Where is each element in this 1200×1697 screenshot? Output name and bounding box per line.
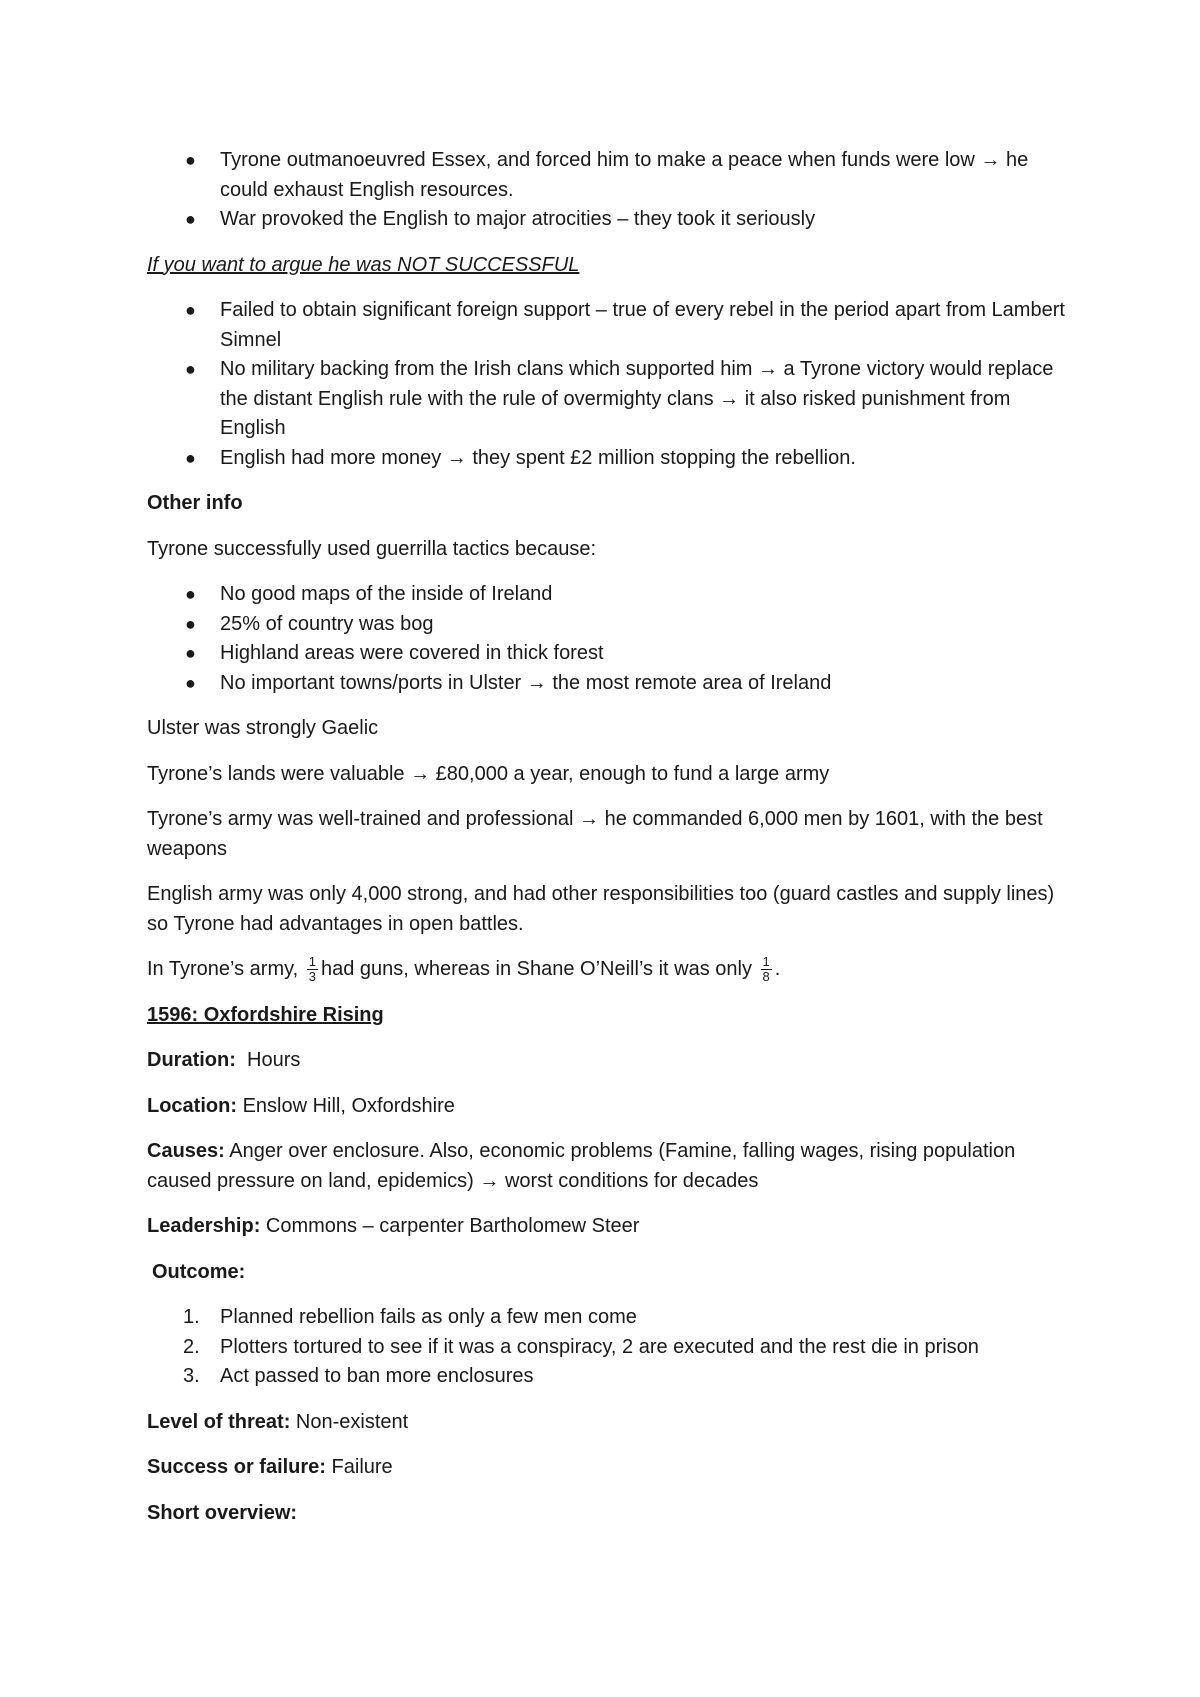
paragraph-guns: In Tyrone’s army, $\frac{1}{3}$ had guns, whereas in Shane O’Neill’s it was only $\frac{1}{8}$ . [147, 954, 781, 985]
document-page [147, 146, 1067, 1544]
paragraph-english-army: English army was only 4,000 strong, and had other responsibilities too (guard castles and supply lines) so Tyrone had advantages in open battles. [147, 883, 1055, 935]
field-success: Success or failure: Failure [147, 1456, 393, 1478]
list-item: ● English had more money → they spent £2 million stopping the rebellion. [147, 444, 1067, 474]
list-item: ● Failed to obtain significant foreign support – true of every rebel in the period apart from Lambert Simnel [147, 296, 1067, 355]
field-overview-label: Short overview: [147, 1501, 298, 1524]
bullet-list-guerrilla [147, 580, 1067, 698]
section-heading-not-successful: If you want to argue he was NOT SUCCESSFUL [147, 253, 580, 276]
list-item: ● 25% of country was bog [147, 610, 1067, 640]
guerrilla-intro: Tyrone successfully used guerrilla tactics because: [147, 537, 597, 560]
bullet-icon: ● [185, 643, 196, 663]
bullet-list-strengths [147, 146, 1067, 235]
bullet-icon: ● [185, 359, 196, 379]
list-item: ● No military backing from the Irish clans which supported him → a Tyrone victory would replace the distant English rule with the rule of overmighty clans → it also risked punishment from English [147, 355, 1067, 444]
bullet-icon: ● [185, 150, 196, 170]
section-heading-oxfordshire: 1596: Oxfordshire Rising [147, 1003, 384, 1026]
field-duration: Duration: Hours [147, 1049, 301, 1071]
list-item: ● No good maps of the inside of Ireland [147, 580, 1067, 610]
list-item: ● Tyrone outmanoeuvred Essex, and forced him to make a peace when funds were low → he could exhaust English resources. [147, 146, 1067, 205]
field-location: Location: Enslow Hill, Oxfordshire [147, 1094, 455, 1117]
field-outcome-label: Outcome: [152, 1260, 246, 1283]
paragraph-lands: Tyrone’s lands were valuable → £80,000 a year, enough to fund a large army [147, 762, 830, 785]
list-item: ● No important towns/ports in Ulster → the most remote area of Ireland [147, 669, 1067, 699]
list-item: 3. Act passed to ban more enclosures [183, 1365, 534, 1387]
bullet-icon: ● [185, 584, 196, 604]
paragraph-ulster: Ulster was strongly Gaelic [147, 717, 379, 739]
section-heading-other-info: Other info [147, 492, 243, 514]
bullet-icon: ● [185, 613, 196, 634]
bullet-icon: ● [185, 300, 196, 320]
list-item: ● War provoked the English to major atrocities – they took it seriously [147, 205, 1067, 235]
bullet-list-weaknesses [147, 296, 1067, 473]
field-threat: Level of threat: Non-existent [147, 1410, 409, 1433]
list-item: 2. Plotters tortured to see if it was a conspiracy, 2 are executed and the rest die in prison [183, 1335, 979, 1358]
numbered-list-outcomes [147, 1303, 1067, 1392]
fraction-one-eighth: $\frac{1}{8}$ [762, 954, 770, 985]
list-item: 1. Planned rebellion fails as only a few men come [183, 1306, 637, 1328]
list-item: ● Highland areas were covered in thick forest [147, 639, 1067, 669]
bullet-icon: ● [185, 447, 196, 468]
field-causes: Causes: Anger over enclosure. Also, economic problems (Famine, falling wages, rising population caused pressure on land, epidemics) → worst conditions for decades [147, 1140, 1016, 1192]
field-leadership: Leadership: Commons – carpenter Bartholomew Steer [147, 1215, 640, 1237]
fraction-one-third: $\frac{1}{3}$ [308, 954, 316, 985]
paragraph-army: Tyrone’s army was well-trained and professional → he commanded 6,000 men by 1601, with the best weapons [147, 808, 1043, 860]
bullet-icon: ● [185, 672, 196, 693]
bullet-icon: ● [185, 209, 196, 229]
